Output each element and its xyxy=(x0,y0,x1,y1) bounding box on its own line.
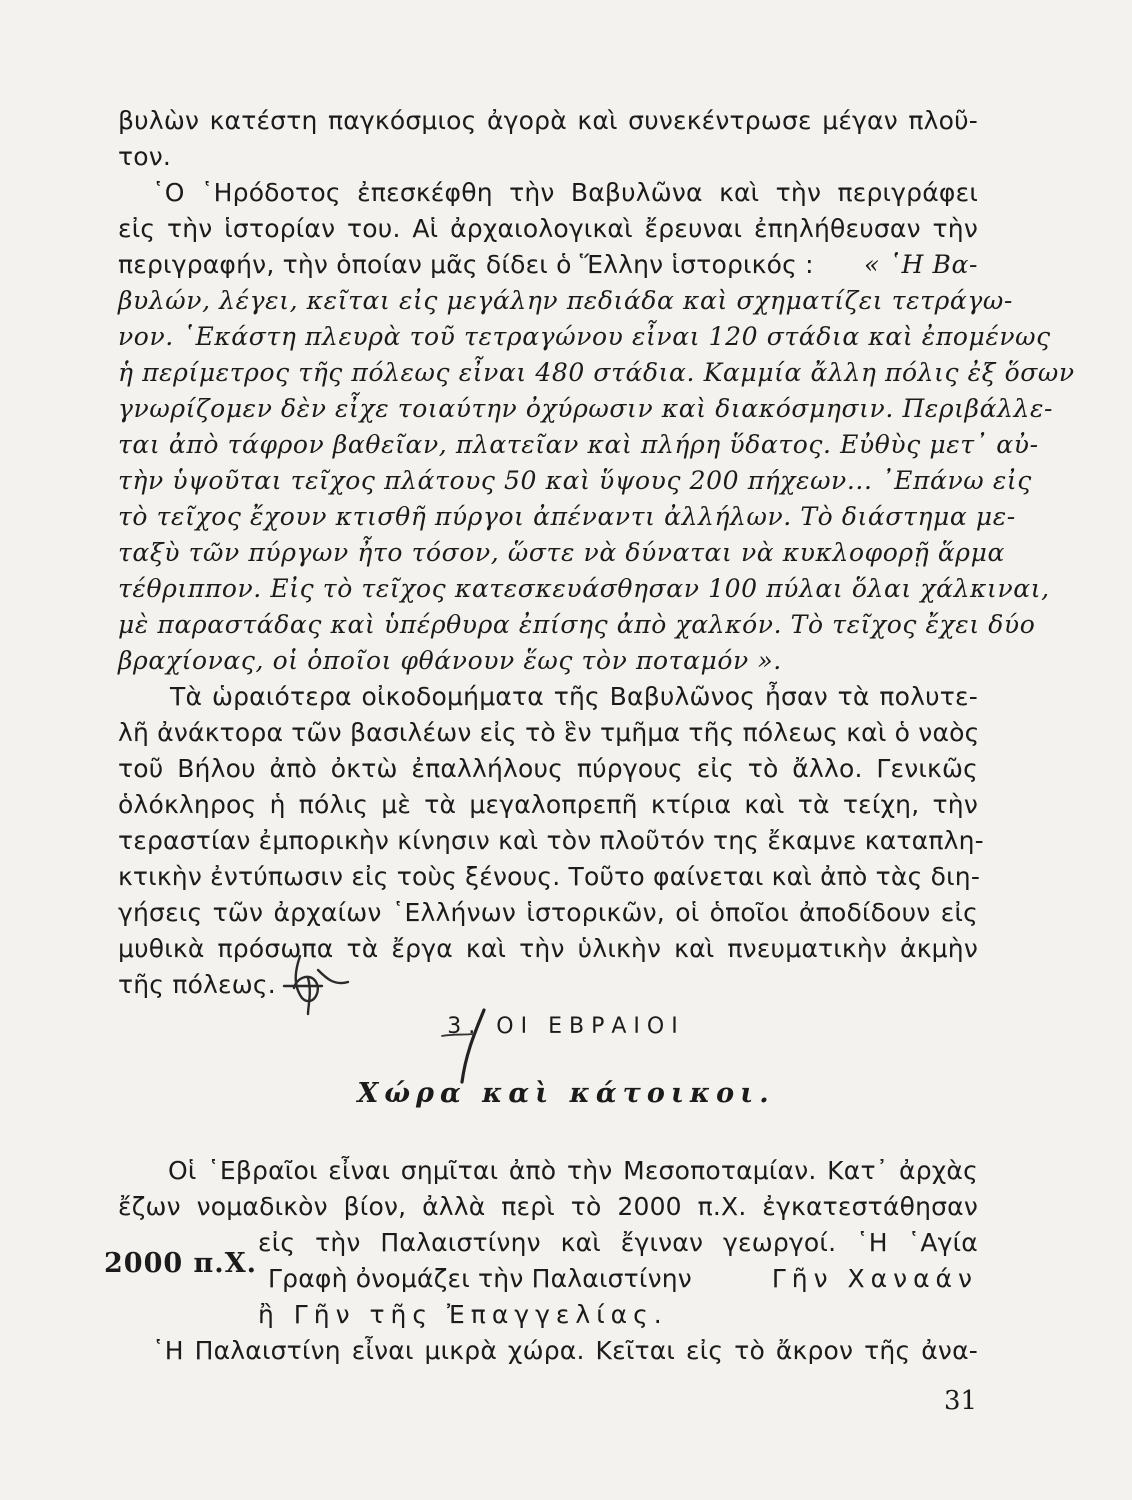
handwritten-stroke xyxy=(440,1004,490,1086)
text-line-mixed xyxy=(268,1262,978,1296)
text-line-mixed xyxy=(118,248,978,282)
quote-line: βυλών, λέγει, κεῖται εἰς μεγάλην πεδιάδα καὶ σχηματίζει τετράγω- xyxy=(118,286,1013,315)
text-line: εἰς τὴν ἱστορίαν του. Αἱ ἀρχαιολογικαὶ ἔρευναι ἐπηλήθευσαν τὴν xyxy=(118,214,978,243)
text-line: ῾Η Παλαιστίνη εἶναι μικρὰ χώρα. Κεῖται εἰς τὸ ἄκρον τῆς ἀνα- xyxy=(152,1336,978,1365)
page-number: 31 xyxy=(944,1386,978,1416)
text-line: τον. xyxy=(118,142,172,171)
chapter-heading: 3. ΟΙ ΕΒΡΑΙΟΙ xyxy=(447,1014,685,1039)
text-line: εἰς τὴν Παλαιστίνην καὶ ἔγιναν γεωργοί. ῾Η ῾Αγία xyxy=(258,1228,978,1257)
quote-line: γνωρίζομεν δὲν εἶχε τοιαύτην ὀχύρωσιν καὶ διακόσμησιν. Περιβάλλε- xyxy=(118,394,1054,423)
text-line: κτικὴν ἐντύπωσιν εἰς τοὺς ξένους. Τοῦτο φαίνεται καὶ ἀπὸ τὰς διη- xyxy=(118,862,981,891)
text-line: ῾Ο ῾Ηρόδοτος ἐπεσκέφθη τὴν Βαβυλῶνα καὶ τὴν περιγράφει xyxy=(152,178,978,207)
text-line: ὁλόκληρος ἡ πόλις μὲ τὰ μεγαλοπρεπῆ κτίρια καὶ τὰ τείχη, τὴν xyxy=(118,790,978,819)
text-line: μυθικὰ πρόσωπα τὰ ἔργα καὶ τὴν ὑλικὴν καὶ πνευματικὴν ἀκμὴν xyxy=(118,934,978,963)
text-segment: Γραφὴ ὀνομάζει τὴν Παλαιστίνην xyxy=(268,1264,692,1293)
margin-date-note: 2000 π.Χ. xyxy=(104,1248,258,1279)
text-line: τῆς πόλεως. xyxy=(118,970,276,999)
text-line: γήσεις τῶν ἀρχαίων ῾Ελλήνων ἱστορικῶν, οἱ ὁποῖοι ἀποδίδουν εἰς xyxy=(118,898,978,927)
text-line: τεραστίαν ἐμπορικὴν κίνησιν καὶ τὸν πλοῦτόν της ἔκαμνε καταπλη- xyxy=(118,826,984,855)
text-line: ἔζων νομαδικὸν βίον, ἀλλὰ περὶ τὸ 2000 π.Χ. ἐγκατεστάθησαν xyxy=(118,1192,978,1221)
quote-line: νον. ῾Εκάστη πλευρὰ τοῦ τετραγώνου εἶναι 120 στάδια καὶ ἐπομένως xyxy=(118,322,1051,351)
quote-line: μὲ παραστάδας καὶ ὑπέρθυρα ἐπίσης ἀπὸ χαλκόν. Τὸ τεῖχος ἔχει δύο xyxy=(118,610,1036,639)
quote-line: ταξὺ τῶν πύργων ἦτο τόσον, ὥστε νὰ δύναται νὰ κυκλοφορῇ ἅρμα xyxy=(118,538,1005,567)
text-segment: περιγραφήν, τὴν ὁποίαν μᾶς δίδει ὁ Ἕλλην ἱστορικός : xyxy=(118,250,814,279)
text-line: βυλὼν κατέστη παγκόσμιος ἀγορὰ καὶ συνεκέντρωσε μέγαν πλοῦ- xyxy=(118,106,978,135)
spaced-text-line: ἢ Γῆν τῆς Ἐπαγγελίας. xyxy=(258,1300,668,1329)
quote-line: τὸ τεῖχος ἔχουν κτισθῆ πύργοι ἀπέναντι ἀλλήλων. Τὸ διάστημα με- xyxy=(118,502,1016,531)
quote-line: ἡ περίμετρος τῆς πόλεως εἶναι 480 στάδια. Καμμία ἄλλη πόλις ἐξ ὅσων xyxy=(118,358,1075,387)
quote-line: τὴν ὑψοῦται τεῖχος πλάτους 50 καὶ ὕψους 200 πήχεων... ᾽Επάνω εἰς xyxy=(118,466,1032,495)
spaced-text: Γῆν Χαναάν xyxy=(771,1264,978,1293)
section-title: Χώρα καὶ κάτοικοι. xyxy=(357,1078,775,1109)
quote-line: τέθριππον. Εἰς τὸ τεῖχος κατεσκευάσθησαν 100 πύλαι ὅλαι χάλκιναι, xyxy=(118,574,1050,603)
text-line: λῆ ἀνάκτορα τῶν βασιλέων εἰς τὸ ἓν τμῆμα τῆς πόλεως καὶ ὁ ναὸς xyxy=(118,718,980,747)
text-line: Τὰ ὡραιότερα οἰκοδομήματα τῆς Βαβυλῶνος ἦσαν τὰ πολυτε- xyxy=(170,682,978,711)
quote-line: ται ἀπὸ τάφρον βαθεῖαν, πλατεῖαν καὶ πλήρη ὕδατος. Εὐθὺς μετ᾽ αὐ- xyxy=(118,430,1039,459)
quote-line: βραχίονας, οἱ ὁποῖοι φθάνουν ἕως τὸν ποταμόν ». xyxy=(118,646,782,675)
text-line: τοῦ Βήλου ἀπὸ ὀκτὼ ἐπαλλήλους πύργους εἰς τὸ ἄλλο. Γενικῶς xyxy=(118,754,978,783)
quote-opening: « ῾Η Βα- xyxy=(864,250,978,279)
text-line: Οἱ ῾Εβραῖοι εἶναι σημῖται ἀπὸ τὴν Μεσοποταμίαν. Κατ᾽ ἀρχὰς xyxy=(168,1156,978,1185)
handwritten-mark xyxy=(278,948,352,1018)
